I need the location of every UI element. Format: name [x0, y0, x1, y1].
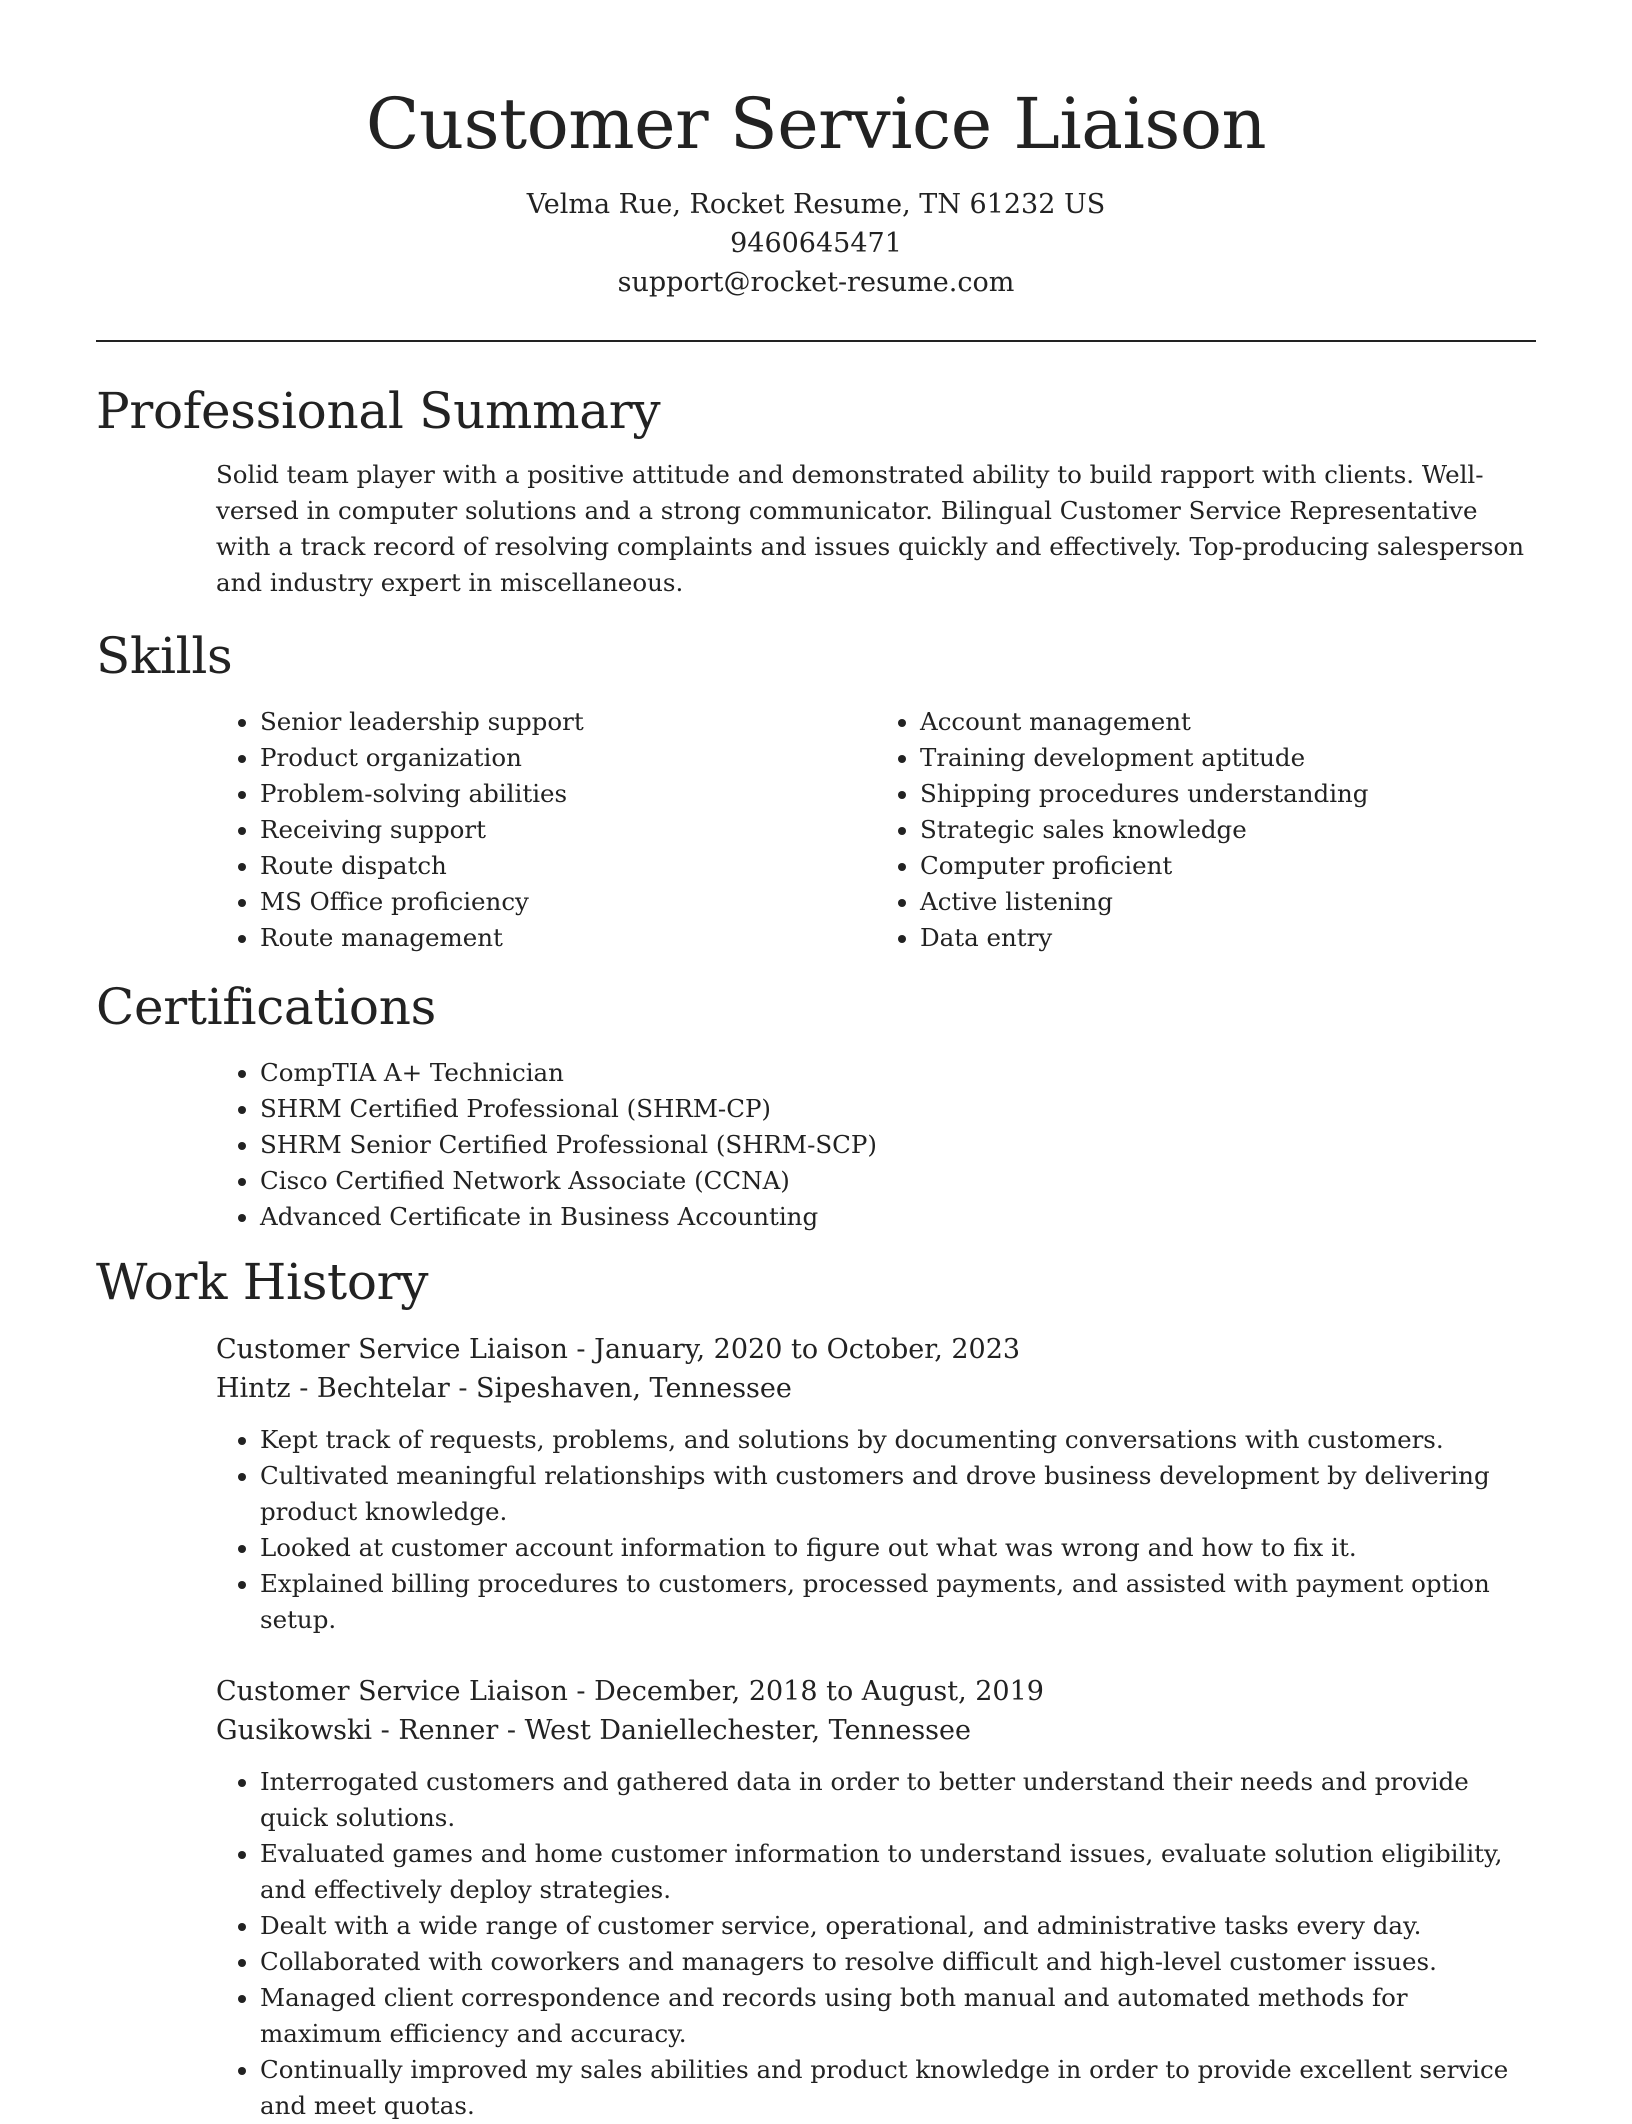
contact-block [96, 185, 1536, 302]
job-bullet: • Cultivated meaningful relationships with customers and drove business development by delivering product knowledge. [260, 1458, 1536, 1530]
work-history-section [96, 1252, 1536, 2124]
skill-item: • Product organization [260, 740, 876, 776]
job-bullet: • Explained billing procedures to customers, processed payments, and assisted with payment option setup. [260, 1566, 1536, 1638]
certification-item: • Cisco Certified Network Associate (CCNA) [260, 1163, 1536, 1199]
job-bullet: • Interrogated customers and gathered data in order to better understand their needs and provide quick solutions. [260, 1764, 1536, 1836]
job-bullet-list [216, 1422, 1536, 1638]
job-bullet: • Evaluated games and home customer information to understand issues, evaluate solution eligibility, and effectively deploy strategies. [260, 1836, 1536, 1908]
certifications-heading: Certifications [96, 977, 436, 1036]
certification-item: • SHRM Senior Certified Professional (SHRM-SCP) [260, 1127, 1536, 1163]
skills-section [96, 626, 1536, 956]
job-dates: - January, 2020 to October, 2023 [567, 1333, 1021, 1365]
skill-item: • Strategic sales knowledge [920, 812, 1536, 848]
skills-list-right [876, 704, 1536, 956]
summary-section [96, 381, 1536, 601]
job-title-line [216, 1672, 1536, 1711]
skill-item: • Training development aptitude [920, 740, 1536, 776]
job-bullet-list [216, 1764, 1536, 2124]
certification-item: • Advanced Certificate in Business Accounting [260, 1199, 1536, 1235]
skills-grid [216, 704, 1536, 956]
job-dates: - December, 2018 to August, 2019 [567, 1675, 1044, 1707]
contact-email: support@rocket-resume.com [617, 266, 1015, 298]
skill-item: • Receiving support [260, 812, 876, 848]
job-entry [216, 1672, 1536, 2124]
summary-text: Solid team player with a positive attitude and demonstrated ability to build rapport with clients. Well-versed in computer solutions and a strong communicator. Bilingual Customer Service Representative with a track record of resolving complaints and issues quickly and effectively. Top-producing salesperson and industry expert in miscellaneous. [216, 459, 1525, 597]
certification-item: • CompTIA A+ Technician [260, 1055, 1536, 1091]
job-company-line [216, 1369, 1536, 1408]
job-company: Gusikowski - Renner [216, 1714, 499, 1746]
contact-phone: 9460645471 [730, 227, 902, 259]
job-bullet: • Dealt with a wide range of customer service, operational, and administrative tasks every day. [260, 1908, 1536, 1944]
skill-item: • MS Office proficiency [260, 884, 876, 920]
skill-item: • Route management [260, 920, 876, 956]
job-bullet: • Collaborated with coworkers and managers to resolve difficult and high-level customer issues. [260, 1944, 1536, 1980]
job-role: Customer Service Liaison [216, 1333, 568, 1365]
summary-heading: Professional Summary [96, 381, 661, 440]
job-bullet: • Managed client correspondence and records using both manual and automated methods for maximum efficiency and accuracy. [260, 1980, 1536, 2052]
job-title-line [216, 1330, 1536, 1369]
contact-address: Velma Rue, Rocket Resume, TN 61232 US [526, 188, 1106, 220]
resume-page [96, 0, 1536, 2124]
job-role: Customer Service Liaison [216, 1675, 568, 1707]
skill-item: • Problem-solving abilities [260, 776, 876, 812]
job-location: - West Daniellechester, Tennessee [498, 1714, 971, 1746]
header-divider [96, 340, 1536, 342]
job-bullet: • Looked at customer account information to figure out what was wrong and how to fix it. [260, 1530, 1536, 1566]
skill-item: • Account management [920, 704, 1536, 740]
skills-heading: Skills [96, 626, 233, 685]
work-history-heading: Work History [96, 1252, 429, 1311]
skill-item: • Senior leadership support [260, 704, 876, 740]
skills-list-left [216, 704, 876, 956]
page-title: Customer Service Liaison [365, 83, 1267, 165]
job-bullet: • Kept track of requests, problems, and solutions by documenting conversations with customers. [260, 1422, 1536, 1458]
skill-item: • Active listening [920, 884, 1536, 920]
skill-item: • Data entry [920, 920, 1536, 956]
job-company-line [216, 1711, 1536, 1750]
job-entry [216, 1330, 1536, 1638]
skill-item: • Route dispatch [260, 848, 876, 884]
skill-item: • Computer proficient [920, 848, 1536, 884]
skill-item: • Shipping procedures understanding [920, 776, 1536, 812]
certification-item: • SHRM Certified Professional (SHRM-CP) [260, 1091, 1536, 1127]
job-bullet: • Continually improved my sales abilities and product knowledge in order to provide excellent service and meet quotas. [260, 2052, 1536, 2124]
job-company: Hintz - Bechtelar [216, 1372, 450, 1404]
certifications-section [96, 977, 1536, 1235]
certifications-list [216, 1055, 1536, 1235]
job-location: - Sipeshaven, Tennessee [449, 1372, 792, 1404]
